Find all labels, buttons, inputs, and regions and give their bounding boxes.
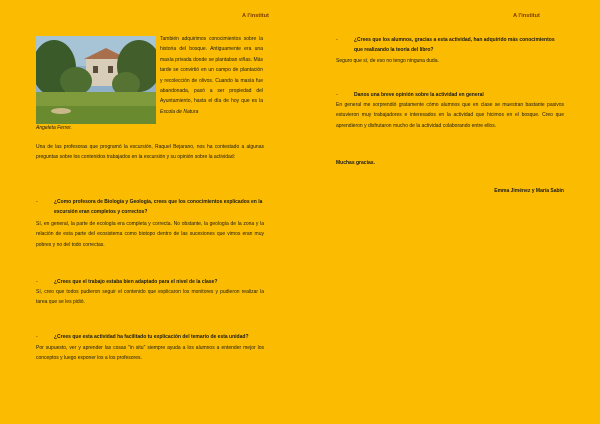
forest-house-photo — [36, 36, 156, 124]
intro-italic: Escola de Natura — [160, 108, 199, 115]
question-1: - ¿Como profesora de Biología y Geología, crees que los conocimientos explicados en la excursión eran completos y correctos? — [36, 199, 263, 215]
answer-2: Sí, creo que todos pudieron seguir el contenido que explicaron los monitores y pudieron realizar la tarea que se les pidió. — [36, 289, 264, 306]
answer-3: Por supuesto, ver y aprender las cosas "in situ" siempre ayuda a los alumnos a entender mejor los conceptos y luego exponer los a los profesores. — [36, 345, 264, 362]
question-2: - ¿Crees que el trabajo estaba bien adaptado para el nivel de la clase? — [36, 279, 218, 285]
page-header-left: A l'institut — [242, 13, 269, 19]
question-3: - ¿Crees que esta actividad ha facilitado tu explicación del temario de esta unidad? — [36, 334, 249, 340]
answer-1: Sí, en general, la parte de ecología era completa y correcta. No obstante, la geología de la zona y la relación de esta parte del ecosistema como biotopo dentro de las sucesiones que vimos eran muy pobres y no del todo correctas. — [36, 221, 264, 248]
intro-text: También adquirimos conocimientos sobre la historia del bosque. Antiguamente era una masía privada donde se plantaban viñas. Más tarde se convirtió en un campo de plantación y recolección de olivos. Cuando la masía fue abandonada, pasó a ser propiedad del Ayuntamiento, hasta el día de hoy que es la — [160, 36, 263, 105]
page-header-right: A l'institut — [513, 13, 540, 19]
intro-paragraph — [160, 34, 263, 117]
question-4: - ¿Crees que los alumnos, gracias a esta actividad, han adquirido más conocimientos que realizando la teoría del libro? — [336, 37, 555, 53]
question-5: - Danos una breve opinión sobre la actividad en general — [336, 92, 484, 98]
photo-caption: Angeleta Ferrer. — [36, 125, 72, 131]
right-page — [300, 0, 600, 424]
interview-intro: Una de las profesoras que programó la excursión, Raquel Bejarano, nos ha contestado a algunas preguntas sobre los contenidos trabajados en la excursión y su opinión sobre la actividad: — [36, 144, 264, 161]
photo-illustration — [36, 36, 156, 124]
answer-5: En general me sorprendió gratamente cómo alumnos que en clase se muestran bastante pasivos estuvieron muy trabajadores e interesados en la actividad que hicimos en el bosque. Creo que aprendieron y disfrutaron mucho de la actividad colaborando entre ellos. — [336, 102, 564, 129]
thanks-text: Muchas gracias. — [336, 160, 375, 166]
authors-signature: Emma Jiménez y María Sabin — [494, 188, 564, 194]
answer-4: Seguro que sí, de eso no tengo ninguna duda. — [336, 58, 439, 64]
